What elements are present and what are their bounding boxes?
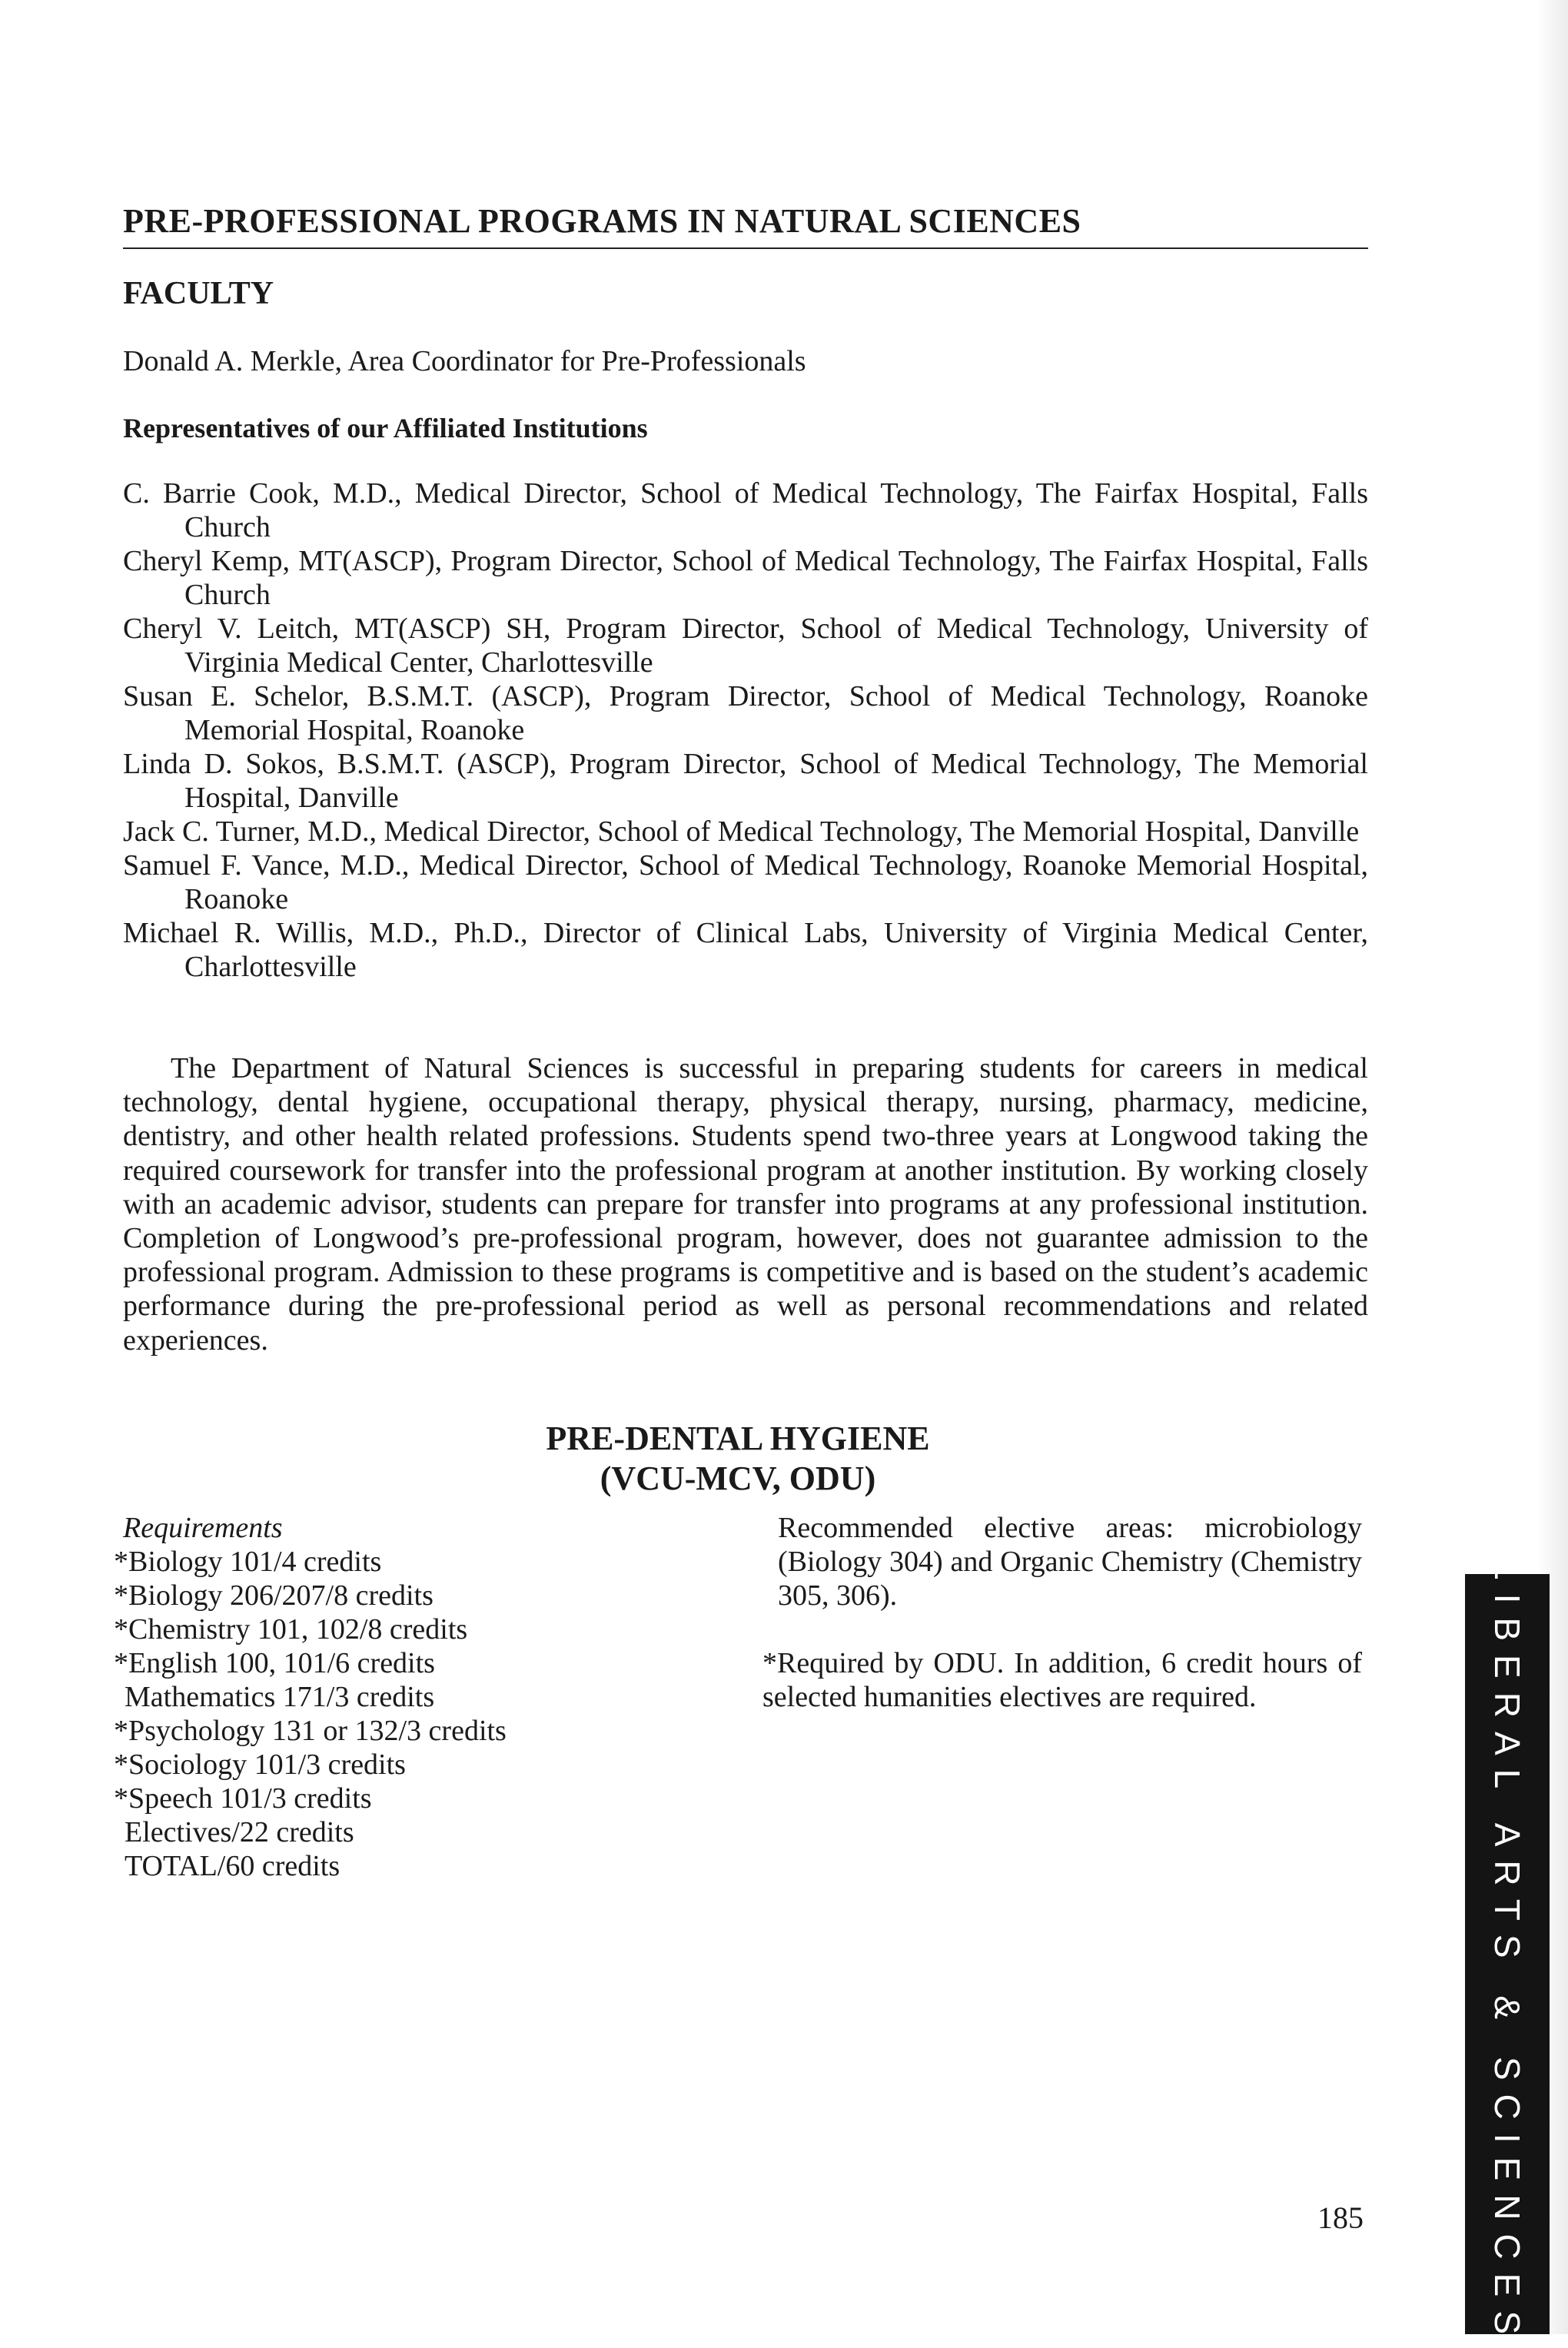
section-title: PRE-DENTAL HYGIENE: [546, 1420, 930, 1457]
requirement-item: Mathematics 171/3 credits: [125, 1681, 435, 1713]
representatives-list: [123, 477, 1368, 984]
requirements-heading: Requirements: [123, 1512, 283, 1544]
representative-entry: C. Barrie Cook, M.D., Medical Director, School of Medical Technology, The Fairfax Hospital, Falls Church: [123, 477, 1368, 543]
representative-entry: Michael R. Willis, M.D., Ph.D., Director of Clinical Labs, University of Virginia Medical Center, Charlottesville: [123, 917, 1368, 983]
representative-entry: Cheryl V. Leitch, MT(ASCP) SH, Program Director, School of Medical Technology, University of Virginia Medical Center, Charlottesville: [123, 613, 1368, 679]
representative-entry: Linda D. Sokos, B.S.M.T. (ASCP), Program Director, School of Medical Technology, The Memorial Hospital, Danville: [123, 748, 1368, 814]
section-thumb-tab: [1465, 1560, 1550, 2348]
requirement-item: *Sociology 101/3 credits: [114, 1749, 406, 1781]
recommendations: [762, 1511, 1362, 1714]
faculty-heading: FACULTY: [123, 276, 274, 311]
recommended-electives: Recommended elective areas: microbiology (Biology 304) and Organic Chemistry (Chemistry 305, 306).: [778, 1512, 1362, 1612]
title-rule: [123, 247, 1368, 249]
section-subtitle: (VCU-MCV, ODU): [600, 1460, 876, 1497]
representative-entry: Samuel F. Vance, M.D., Medical Director, School of Medical Technology, Roanoke Memorial Hospital, Roanoke: [123, 849, 1368, 915]
department-description: The Department of Natural Sciences is successful in preparing students for careers in medical technology, dental hygiene, occupational therapy, physical therapy, nursing, pharmacy, medicine, dentistry, and other health related professions. Students spend two-three years at Longwood taking the required coursework for transfer into the professional program at another institution. By working closely with an academic advisor, students can prepare for transfer into programs at any professional institution. Completion of Longwood’s pre-professional program, however, does not guarantee admission to the professional program. Admission to these programs is competitive and is based on the student’s academic performance during the pre-professional period as well as personal recommendations and related experiences.: [123, 1052, 1368, 1357]
representative-entry: Cheryl Kemp, MT(ASCP), Program Director, School of Medical Technology, The Fairfax Hospital, Falls Church: [123, 545, 1368, 611]
area-coordinator: Donald A. Merkle, Area Coordinator for Pre-Professionals: [123, 345, 806, 377]
page-number: 185: [1317, 2200, 1364, 2235]
page-title: PRE-PROFESSIONAL PROGRAMS IN NATURAL SCIENCES: [123, 202, 1081, 240]
requirement-total: TOTAL/60 credits: [125, 1850, 341, 1882]
requirement-item: *Biology 101/4 credits: [114, 1546, 382, 1578]
requirements-list: [114, 1511, 729, 1883]
requirement-item: Electives/22 credits: [125, 1816, 354, 1848]
representative-entry: Jack C. Turner, M.D., Medical Director, School of Medical Technology, The Memorial Hospital, Danville: [123, 815, 1360, 848]
requirement-item: *Chemistry 101, 102/8 credits: [114, 1613, 468, 1646]
requirement-item: *Biology 206/207/8 credits: [114, 1579, 434, 1612]
side-tab-label: LIBERAL ARTS & SCIENCES: [1487, 1560, 1527, 2348]
requirement-item: *Psychology 131 or 132/3 credits: [114, 1715, 507, 1747]
representative-entry: Susan E. Schelor, B.S.M.T. (ASCP), Program Director, School of Medical Technology, Roanoke Memorial Hospital, Roanoke: [123, 680, 1368, 746]
requirement-item: *English 100, 101/6 credits: [114, 1647, 435, 1679]
odu-requirement-note: *Required by ODU. In addition, 6 credit hours of selected humanities electives are required.: [762, 1647, 1362, 1713]
representatives-heading: Representatives of our Affiliated Institutions: [123, 413, 648, 443]
requirement-item: *Speech 101/3 credits: [114, 1782, 372, 1815]
